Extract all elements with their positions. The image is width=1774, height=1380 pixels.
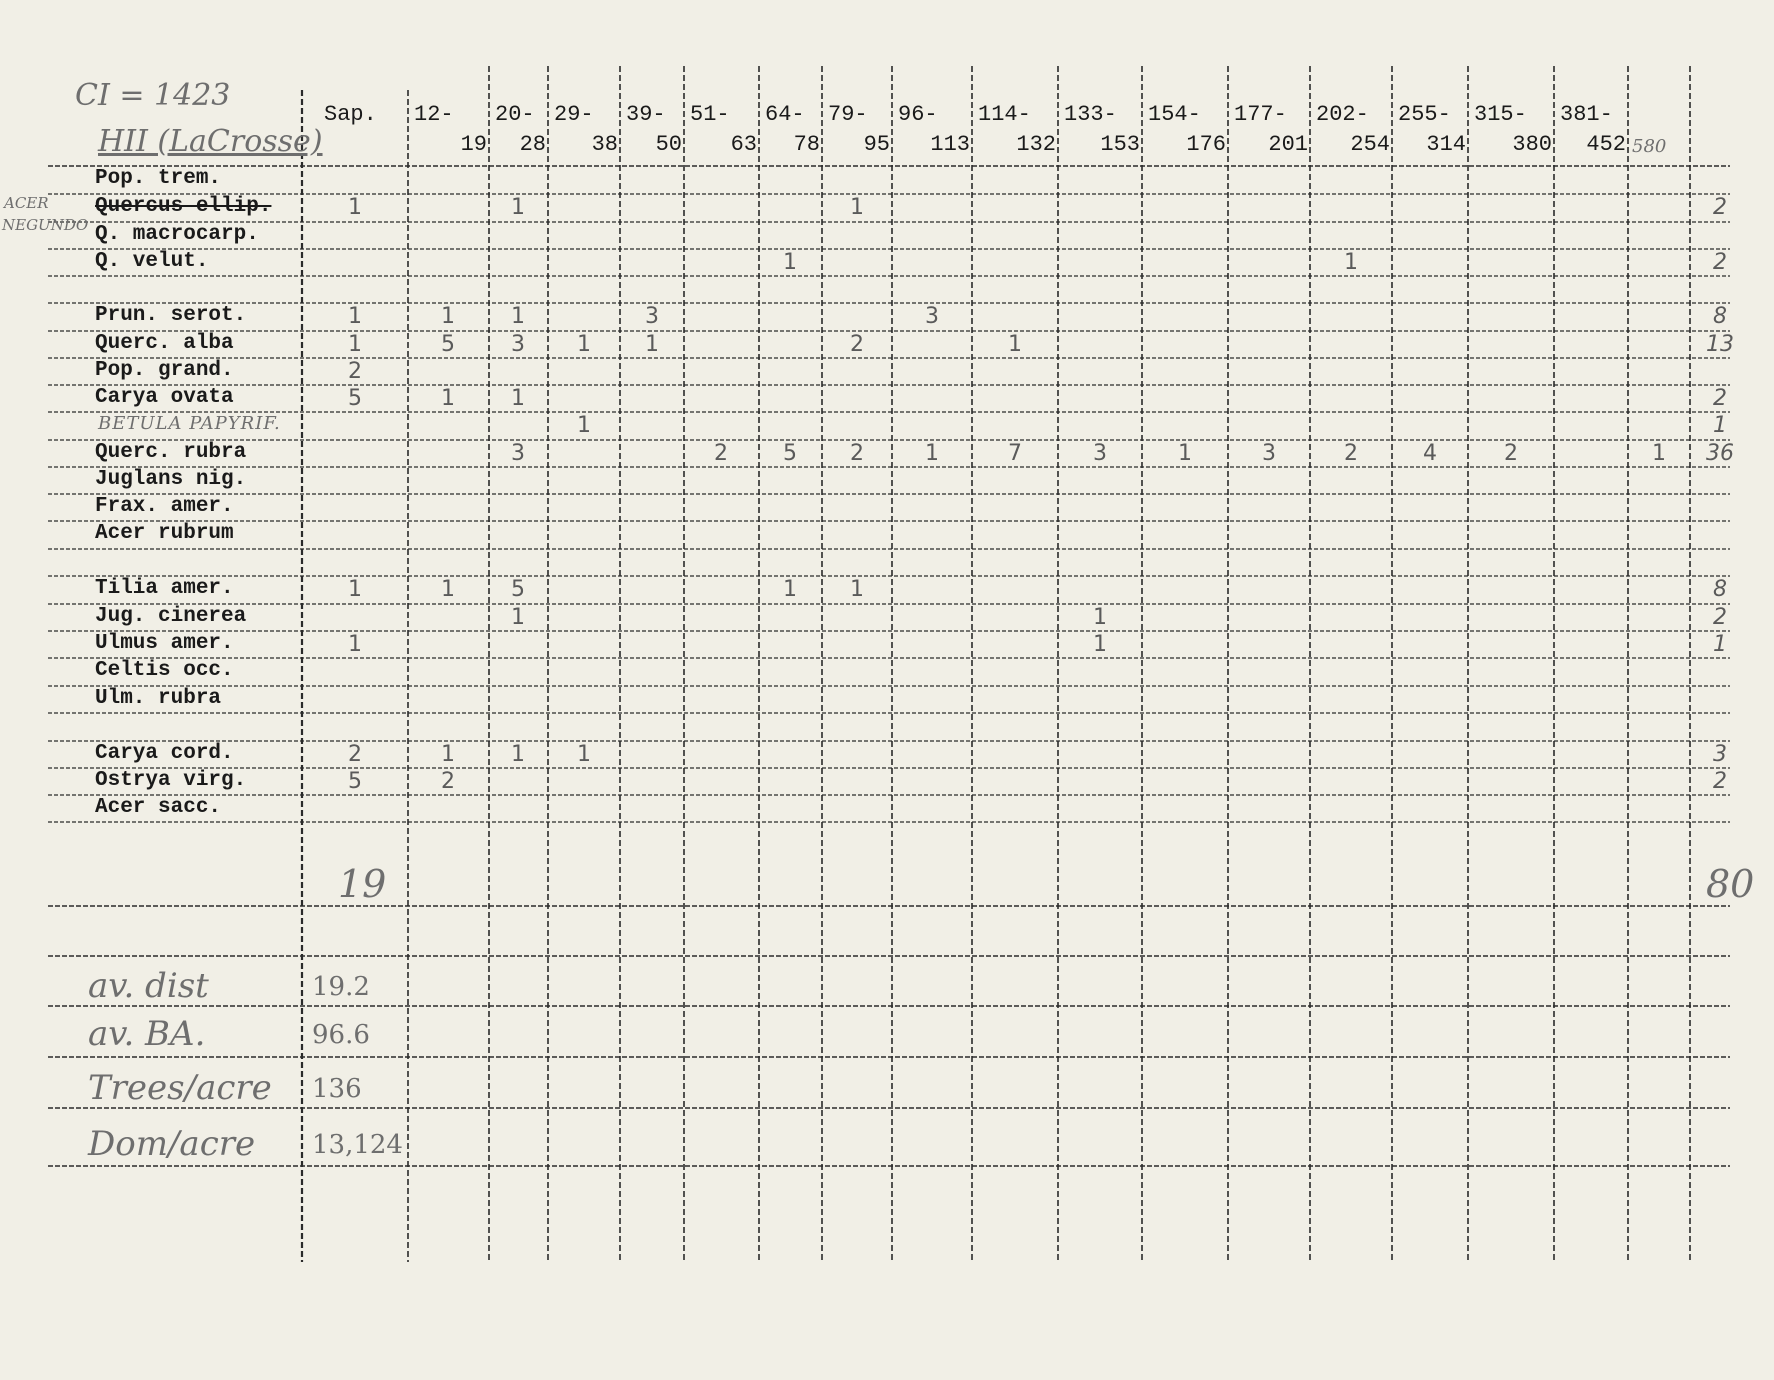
plot-id-note: CI = 1423	[75, 78, 231, 113]
size-class-max: 153	[1100, 132, 1140, 157]
size-class-header	[626, 100, 682, 160]
size-class-header	[1398, 100, 1466, 160]
species-name: Querc. rubra	[95, 441, 247, 464]
row-total: 36	[1706, 441, 1734, 466]
row-total: 1	[1713, 632, 1727, 657]
size-class-header	[828, 100, 890, 160]
tally-cell: 1	[850, 577, 864, 602]
species-name: Carya cord.	[95, 742, 234, 765]
tally-cell: 5	[348, 386, 362, 411]
tally-cell: 1	[441, 304, 455, 329]
size-class-header	[765, 100, 820, 160]
size-class-header	[898, 100, 970, 160]
tally-cell: 1	[783, 577, 797, 602]
species-name: BETULA PAPYRIF.	[98, 413, 281, 434]
species-name: Tilia amer.	[95, 577, 234, 600]
size-class-max: 132	[1016, 132, 1056, 157]
species-name: Prun. serot.	[95, 304, 247, 327]
size-class-header	[414, 100, 487, 160]
tally-cell: 2	[1504, 441, 1518, 466]
grand-total: 80	[1706, 862, 1755, 906]
stat-value: 96.6	[312, 1020, 370, 1050]
species-name: Carya ovata	[95, 386, 234, 409]
tally-cell: 3	[511, 441, 525, 466]
size-class-max: 452	[1586, 132, 1626, 157]
size-class-header	[495, 100, 546, 160]
size-class-max: 63	[730, 132, 757, 157]
tally-cell: 4	[1423, 441, 1437, 466]
stat-value: 13,124	[312, 1130, 403, 1160]
tally-cell: 5	[783, 441, 797, 466]
species-name: Pop. grand.	[95, 359, 234, 382]
size-class-max: 254	[1350, 132, 1390, 157]
row-total: 2	[1713, 386, 1727, 411]
tally-cell: 3	[1093, 441, 1107, 466]
species-name: Ulm. rubra	[95, 687, 222, 710]
tally-cell: 3	[925, 304, 939, 329]
size-class-min: 20-	[495, 102, 535, 127]
size-class-min: 255-	[1398, 102, 1451, 127]
stat-label: Trees/acre	[88, 1068, 272, 1108]
size-class-max: 201	[1268, 132, 1308, 157]
size-class-max: 78	[793, 132, 820, 157]
size-class-max: 19	[460, 132, 487, 157]
species-name: Juglans nig.	[95, 468, 247, 491]
species-name: Q. velut.	[95, 250, 209, 273]
tally-cell: 2	[1344, 441, 1358, 466]
species-name: Ulmus amer.	[95, 632, 234, 655]
site-note: HII (LaCrosse)	[98, 124, 323, 159]
tally-cell: 1	[1093, 605, 1107, 630]
row-total: 13	[1706, 332, 1734, 357]
tally-cell: 1	[511, 742, 525, 767]
tally-cell: 1	[441, 386, 455, 411]
size-class-header	[978, 100, 1056, 160]
tally-cell: 1	[1008, 332, 1022, 357]
size-class-header	[1148, 100, 1226, 160]
species-name: Quercus ellip.	[95, 195, 272, 218]
stat-value: 136	[312, 1074, 362, 1104]
tally-cell: 2	[714, 441, 728, 466]
tally-cell: 3	[1262, 441, 1276, 466]
stat-label: av. dist	[88, 966, 209, 1006]
tally-cell: 1	[1093, 632, 1107, 657]
tally-cell: 1	[348, 632, 362, 657]
species-name: Querc. alba	[95, 332, 234, 355]
size-class-max: 380	[1512, 132, 1552, 157]
row-total: 2	[1713, 250, 1727, 275]
row-total: 8	[1713, 577, 1727, 602]
size-class-min: 29-	[554, 102, 594, 127]
tally-cell: 3	[511, 332, 525, 357]
tally-cell: 1	[511, 605, 525, 630]
row-total: 1	[1713, 413, 1727, 438]
tally-cell: 5	[511, 577, 525, 602]
stat-label: av. BA.	[88, 1014, 206, 1054]
size-class-min: 79-	[828, 102, 868, 127]
size-class-min: 154-	[1148, 102, 1201, 127]
size-class-max: 38	[591, 132, 618, 157]
tally-cell: 1	[348, 304, 362, 329]
tally-cell: 1	[925, 441, 939, 466]
size-class-min: 202-	[1316, 102, 1369, 127]
tally-cell: 1	[783, 250, 797, 275]
size-class-header	[554, 100, 618, 160]
tally-cell: 1	[348, 195, 362, 220]
tally-cell: 1	[511, 386, 525, 411]
size-class-header	[1064, 100, 1140, 160]
species-name: Frax. amer.	[95, 495, 234, 518]
tally-cell: 1	[348, 332, 362, 357]
size-class-header	[1234, 100, 1308, 160]
size-class-max: 28	[519, 132, 546, 157]
size-class-header	[690, 100, 757, 160]
sap-total: 19	[338, 862, 387, 906]
size-class-max: 314	[1426, 132, 1466, 157]
size-class-min: 177-	[1234, 102, 1287, 127]
tally-cell: 2	[348, 359, 362, 384]
size-class-min: 39-	[626, 102, 666, 127]
species-name: Jug. cinerea	[95, 605, 247, 628]
tally-cell: 5	[441, 332, 455, 357]
stat-label: Dom/acre	[88, 1124, 256, 1164]
size-class-min: 381-	[1560, 102, 1613, 127]
size-class-min: 64-	[765, 102, 805, 127]
size-class-header	[1560, 100, 1626, 160]
tally-cell: 3	[645, 304, 659, 329]
tally-cell: 1	[577, 413, 591, 438]
tally-cell: 1	[1178, 441, 1192, 466]
tally-cell: 7	[1008, 441, 1022, 466]
tally-cell: 1	[441, 742, 455, 767]
size-class-max: 113	[930, 132, 970, 157]
margin-note-line2: NEGUNDO	[2, 216, 89, 234]
species-name: Ostrya virg.	[95, 769, 247, 792]
size-class-max: 50	[655, 132, 682, 157]
size-class-max: 95	[863, 132, 890, 157]
size-class-min: 96-	[898, 102, 938, 127]
extra-class-label: 580	[1632, 136, 1667, 157]
size-class-header	[1474, 100, 1552, 160]
row-total: 2	[1713, 769, 1727, 794]
size-class-min: 114-	[978, 102, 1031, 127]
margin-note-line1: ACER	[4, 194, 49, 212]
species-name: Celtis occ.	[95, 659, 234, 682]
tally-cell: 1	[511, 195, 525, 220]
size-class-header	[1316, 100, 1390, 160]
species-name: Pop. trem.	[95, 167, 222, 190]
species-name: Acer sacc.	[95, 796, 222, 819]
tally-cell: 1	[441, 577, 455, 602]
tally-cell: 1	[577, 742, 591, 767]
size-class-min: 315-	[1474, 102, 1527, 127]
size-class-min: 133-	[1064, 102, 1117, 127]
species-name: Q. macrocarp.	[95, 223, 259, 246]
tally-cell: 1	[1344, 250, 1358, 275]
row-total: 3	[1713, 742, 1727, 767]
tally-cell: 1	[645, 332, 659, 357]
tally-cell: 1	[850, 195, 864, 220]
tally-cell: 1	[348, 577, 362, 602]
tally-cell: 1	[1652, 441, 1666, 466]
row-total: 2	[1713, 605, 1727, 630]
row-total: 8	[1713, 304, 1727, 329]
species-name: Acer rubrum	[95, 522, 234, 545]
row-total: 2	[1713, 195, 1727, 220]
tally-cell: 1	[577, 332, 591, 357]
tally-cell: 2	[850, 332, 864, 357]
tally-cell: 1	[511, 304, 525, 329]
sap-header: Sap.	[324, 102, 377, 127]
tally-cell: 5	[348, 769, 362, 794]
tally-cell: 2	[441, 769, 455, 794]
stat-value: 19.2	[312, 972, 370, 1002]
tally-cell: 2	[348, 742, 362, 767]
tally-cell: 2	[850, 441, 864, 466]
size-class-max: 176	[1186, 132, 1226, 157]
size-class-min: 51-	[690, 102, 730, 127]
size-class-min: 12-	[414, 102, 454, 127]
